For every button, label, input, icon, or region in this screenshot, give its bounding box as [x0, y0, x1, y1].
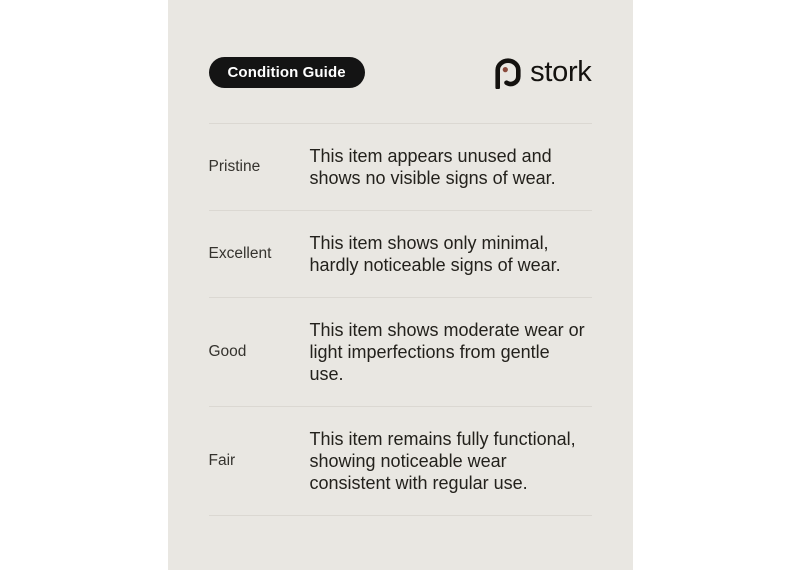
condition-table: [209, 123, 592, 516]
condition-label: Fair: [208, 452, 236, 470]
description-line: light imperfections from gentle: [309, 342, 550, 362]
description-line: hardly noticeable signs of wear.: [309, 255, 561, 275]
description-line: showing noticeable wear: [309, 451, 507, 471]
condition-description: [310, 319, 592, 385]
condition-guide-badge: [209, 57, 365, 88]
condition-row-good: [209, 297, 592, 406]
description-line: use.: [309, 364, 344, 384]
stork-logo-icon: [493, 57, 523, 89]
condition-label: Excellent: [208, 245, 272, 263]
condition-label: Pristine: [208, 158, 261, 176]
panel-header: [209, 55, 592, 90]
brand-logo: [493, 57, 591, 89]
condition-guide-badge-label: Condition Guide: [227, 64, 346, 81]
condition-guide-panel: [168, 0, 633, 570]
condition-description: [310, 232, 592, 276]
description-line: This item shows only minimal,: [309, 233, 549, 253]
description-line: shows no visible signs of wear.: [309, 168, 556, 188]
condition-row-excellent: [209, 210, 592, 297]
condition-label: Good: [208, 343, 247, 361]
condition-description: [310, 145, 592, 189]
condition-description: [310, 428, 592, 494]
description-line: This item shows moderate wear or: [309, 320, 585, 340]
brand-name: stork: [530, 56, 592, 88]
description-line: consistent with regular use.: [309, 473, 528, 493]
description-line: This item remains fully functional,: [309, 429, 576, 449]
description-line: This item appears unused and: [309, 146, 552, 166]
condition-row-pristine: [209, 123, 592, 210]
condition-row-fair: [209, 406, 592, 516]
